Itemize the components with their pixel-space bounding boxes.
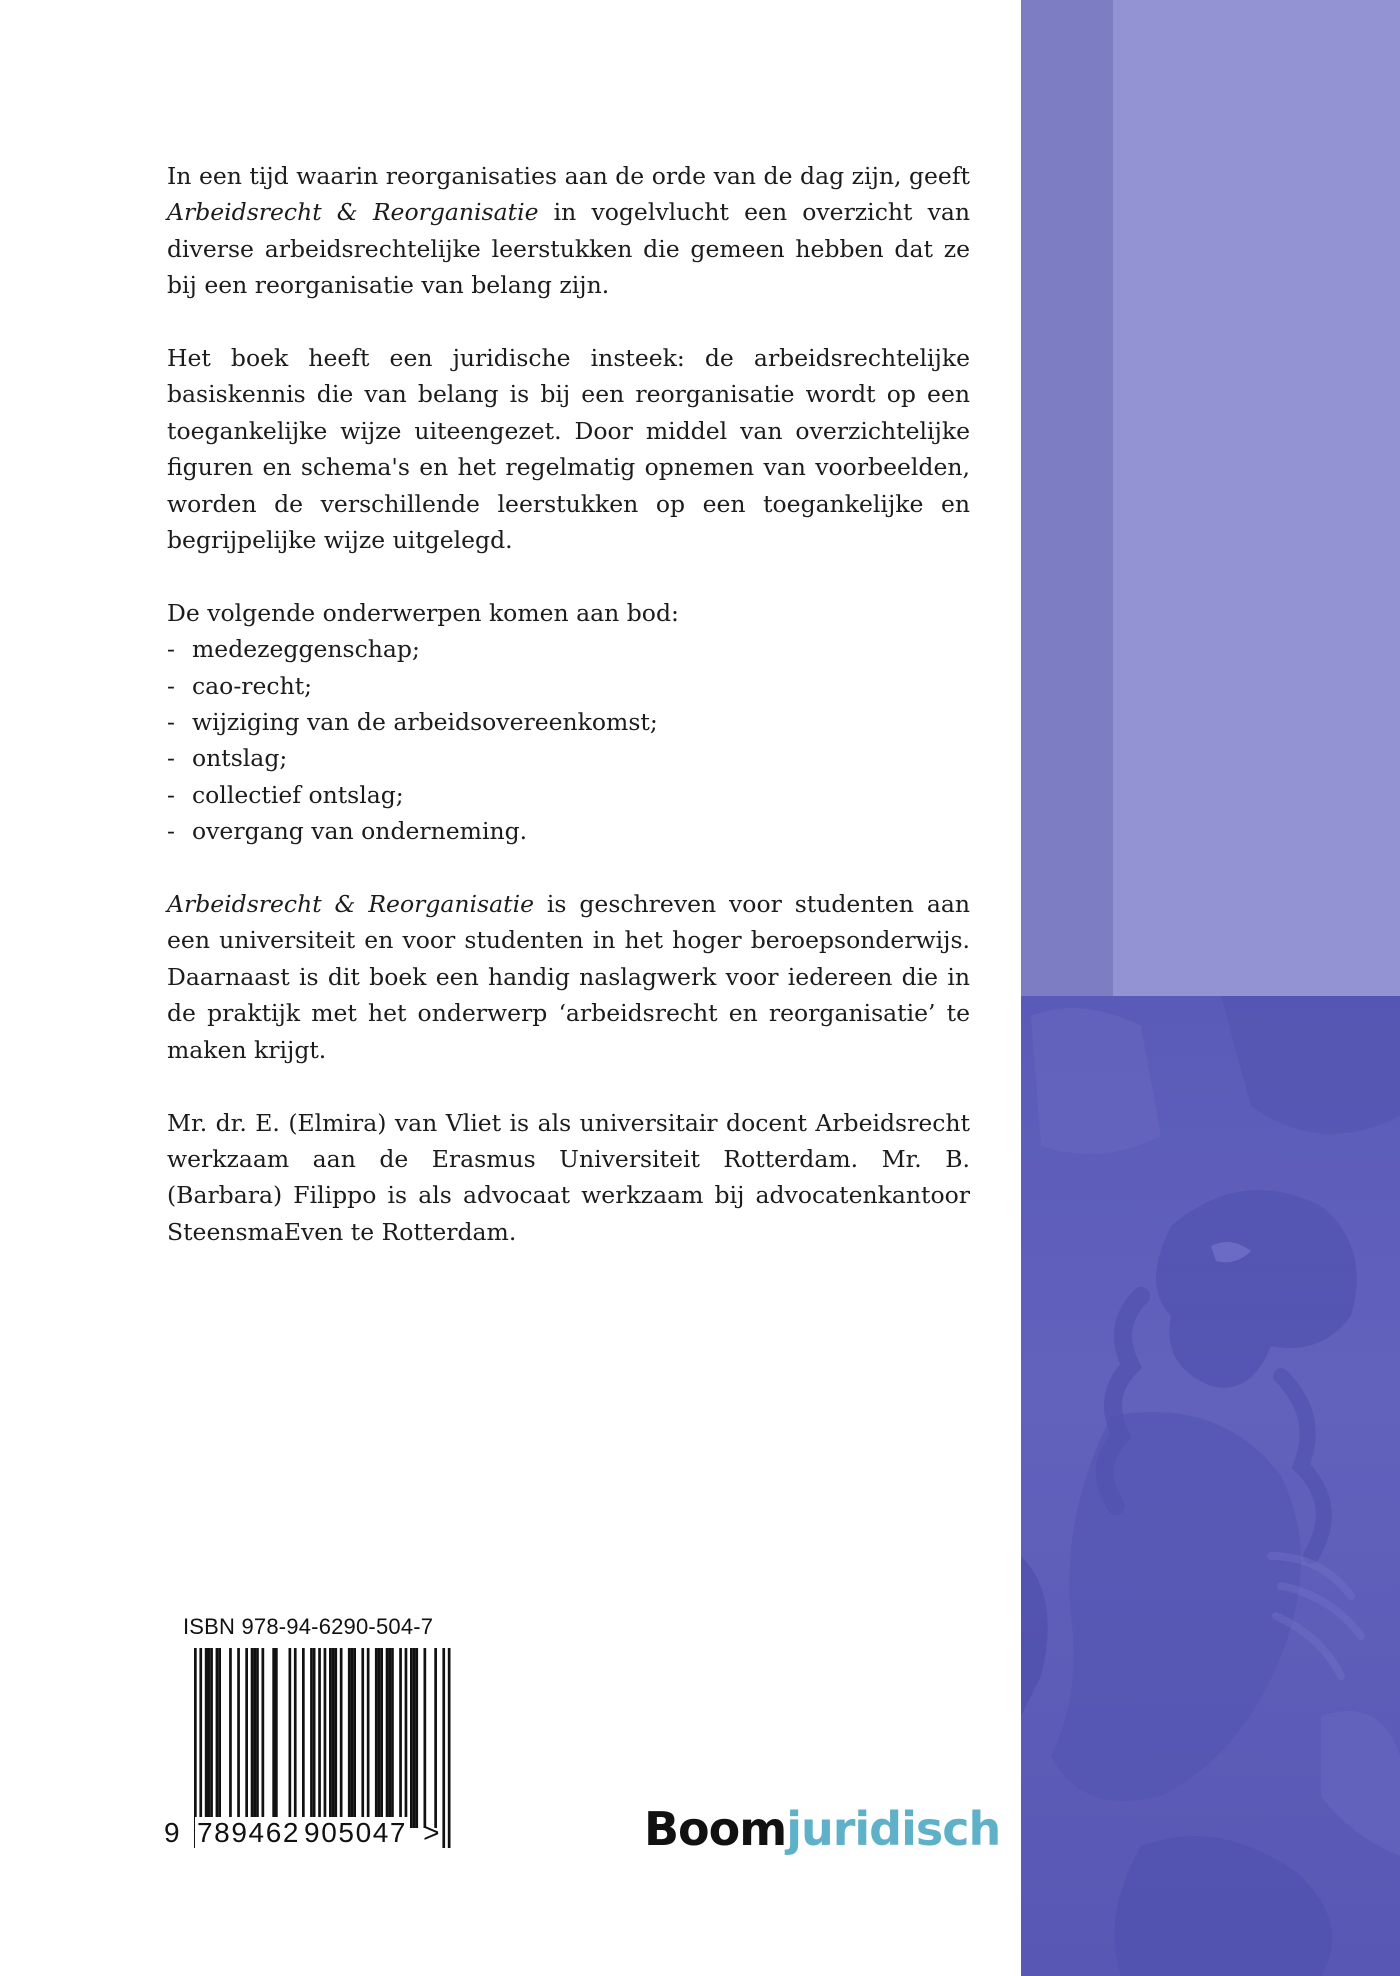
barcode-bar [289,1648,292,1828]
lion-emblem-image [1021,996,1400,1976]
barcode-digit-first: 9 [164,1817,180,1848]
intro-paragraph: In een tijd waarin reorganisaties aan de orde van de dag zijn, geeft Arbeidsrecht & Reorganisatie in vogelvlucht een overzicht van diverse arbeidsrechtelijke leerstukken die gemeen hebben dat ze bij een reorganisatie van belang zijn. [167,162,971,300]
barcode-bar [351,1648,354,1828]
barcode-bar [205,1648,208,1828]
side-strip-dark [1021,0,1113,996]
barcode-digits-right: 905047 [304,1817,408,1848]
barcode-bar [216,1648,219,1828]
topic-list [167,631,970,849]
barcode-bar [253,1648,256,1828]
list-item: - medezeggenschap; [167,635,420,664]
publisher-logo-part1: Boom [644,1802,787,1856]
barcode-bar [340,1648,343,1828]
barcode-bar [294,1648,297,1828]
list-item: - ontslag; [167,744,288,773]
side-panel-top [1021,0,1400,996]
barcode-bar [237,1648,240,1828]
barcode-bar [391,1648,394,1828]
barcode-bar [448,1648,451,1848]
list-item: - collectief ontslag; [167,780,404,809]
book-title-italic: Arbeidsrecht & Reorganisatie [167,890,534,919]
barcode-bar [388,1648,391,1828]
barcode-bar [367,1648,370,1828]
side-strip-light [1113,0,1400,996]
barcode-digits-left: 789462 [197,1817,301,1848]
barcode-bar [218,1648,221,1828]
barcode-bar [256,1648,259,1828]
barcode-digits [164,1817,439,1849]
side-panel-lion-image [1021,996,1400,1976]
list-item: - wijziging van de arbeidsovereenkomst; [167,708,658,737]
barcode-bar [329,1648,332,1828]
book-title-italic: Arbeidsrecht & Reorganisatie [167,198,539,227]
back-cover-text [167,158,970,1287]
barcode-bar [434,1648,437,1828]
barcode-bar [334,1648,337,1828]
audience-paragraph: Arbeidsrecht & Reorganisatie is geschreven voor studenten aan een universiteit en voor studenten in het hoger beroepsonderwijs. Daarnaast is dit boek een handig naslagwerk voor iedereen die in de praktijk met het onderwerp ‘arbeidsrecht en reorganisatie’ te maken krijgt. [167,890,970,1064]
barcode-bar [386,1648,389,1828]
authors-paragraph: Mr. dr. E. (Elmira) van Vliet is als universitair docent Arbeidsrecht werkzaam aan de Erasmus Universiteit Rotterdam. Mr. B. (Barbara) Filippo is als advocaat werkzaam bij advocatenkantoor SteensmaEven te Rotterdam. [167,1108,970,1246]
barcode-bar [399,1648,402,1828]
barcode-bar [424,1648,427,1828]
barcode-bar [245,1648,248,1828]
publisher-logo [644,1802,1000,1856]
barcode-bar [302,1648,305,1828]
barcode-bar [442,1648,445,1848]
barcode-bar [361,1648,364,1828]
barcode-bar [375,1648,378,1828]
barcode-bar [415,1648,418,1828]
barcode-bar [410,1648,413,1828]
barcode-bar [210,1648,213,1828]
barcode-bar [251,1648,254,1828]
barcode-bar [310,1648,313,1828]
barcode-arrow: > [423,1817,440,1848]
barcode-bar [229,1648,232,1828]
barcode-bar [208,1648,211,1828]
isbn-label: ISBN 978-94-6290-504-7 [183,1614,434,1639]
barcode-bar [405,1648,408,1828]
side-color-panel [1021,0,1400,1976]
topics-heading: De volgende onderwerpen komen aan bod: [167,598,679,627]
approach-paragraph: Het boek heeft een juridische insteek: de arbeidsrechtelijke basiskennis die van belang is bij een reorganisatie wordt op een toegankelijke wijze uiteengezet. Door middel van overzichtelijke figuren en schema's en het regelmatig opnemen van voorbeelden, worden de verschillende leerstukken op een toegankelijke en begrijpelijke wijze uitgelegd. [167,344,970,555]
barcode-bar [313,1648,316,1828]
barcode-bar [272,1648,275,1828]
barcode-bar [262,1648,265,1828]
list-item: - cao-recht; [167,671,313,700]
barcode-bar [413,1648,416,1828]
barcode-bar [353,1648,356,1828]
barcode-bar [380,1648,383,1828]
barcode-bar [332,1648,335,1828]
list-item: - overgang van onderneming. [167,817,528,846]
barcode-bar [378,1648,381,1828]
barcode-bar [275,1648,278,1828]
barcode-bar [348,1648,351,1828]
publisher-logo-part2: juridisch [786,1802,1001,1856]
